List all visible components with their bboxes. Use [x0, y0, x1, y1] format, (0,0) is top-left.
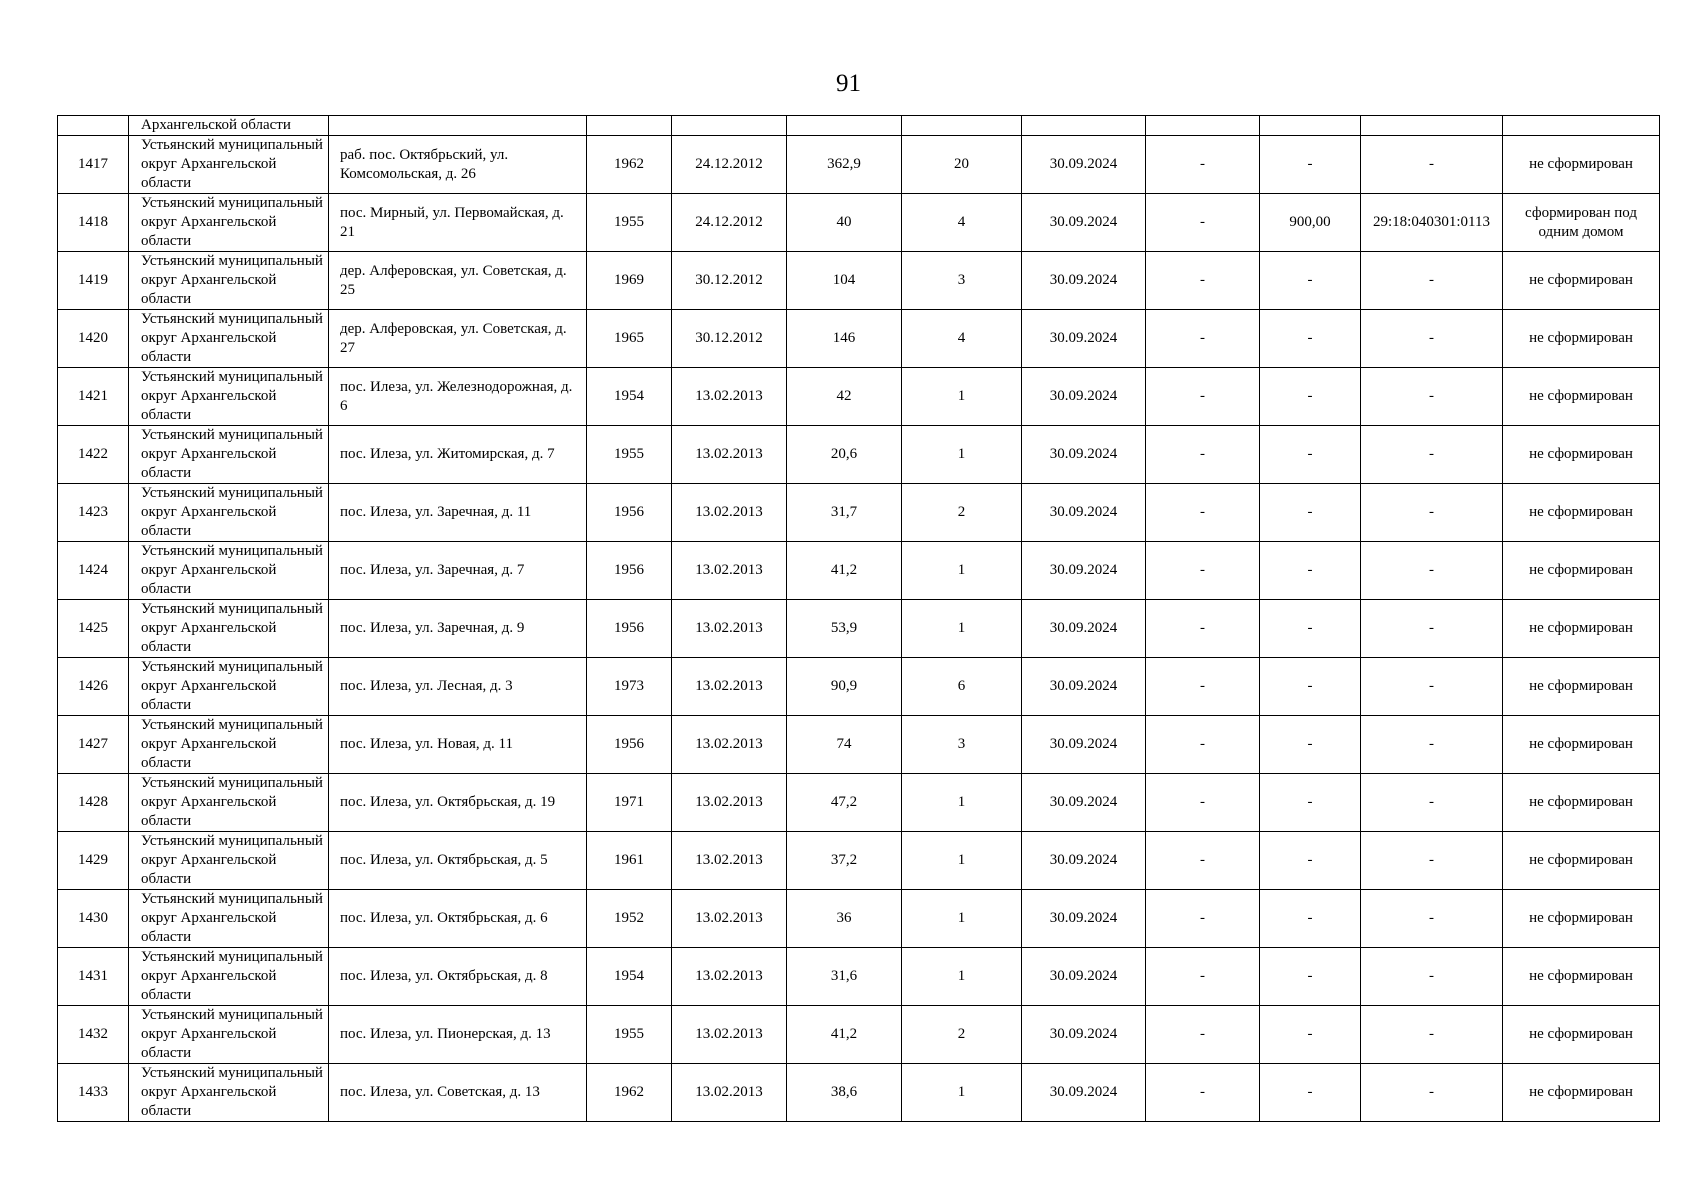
table-row [58, 136, 1660, 194]
cell-col9: - [1146, 136, 1260, 194]
cell-land-area: - [1260, 832, 1361, 890]
cell-municipality: Устьянский муниципальный округ Архангельской области [129, 368, 329, 426]
cell-land-area: - [1260, 136, 1361, 194]
cell-year: 1969 [587, 252, 672, 310]
cell-land-area [1260, 116, 1361, 136]
cell-year: 1965 [587, 310, 672, 368]
cell-cadastral: - [1361, 484, 1503, 542]
cell-residents: 2 [902, 484, 1022, 542]
cell-address: пос. Илеза, ул. Октябрьская, д. 5 [329, 832, 587, 890]
cell-municipality: Устьянский муниципальный округ Архангельской области [129, 310, 329, 368]
cell-deadline: 30.09.2024 [1022, 832, 1146, 890]
cell-area: 40 [787, 194, 902, 252]
cell-deadline: 30.09.2024 [1022, 426, 1146, 484]
cell-year: 1973 [587, 658, 672, 716]
cell-year: 1956 [587, 600, 672, 658]
cell-address: пос. Илеза, ул. Октябрьская, д. 6 [329, 890, 587, 948]
cell-area: 31,6 [787, 948, 902, 1006]
cell-date: 13.02.2013 [672, 774, 787, 832]
cell-land-area: - [1260, 890, 1361, 948]
cell-col9: - [1146, 890, 1260, 948]
cell-municipality: Устьянский муниципальный округ Архангельской области [129, 1064, 329, 1122]
cell-col9: - [1146, 484, 1260, 542]
cell-address: дер. Алферовская, ул. Советская, д. 27 [329, 310, 587, 368]
cell-deadline: 30.09.2024 [1022, 1064, 1146, 1122]
cell-address [329, 116, 587, 136]
cell-date: 30.12.2012 [672, 252, 787, 310]
cell-cadastral: - [1361, 658, 1503, 716]
cell-municipality: Устьянский муниципальный округ Архангельской области [129, 658, 329, 716]
cell-area: 42 [787, 368, 902, 426]
cell-status: не сформирован [1503, 1006, 1660, 1064]
cell-col9: - [1146, 252, 1260, 310]
cell-num: 1431 [58, 948, 129, 1006]
table-row [58, 774, 1660, 832]
cell-residents: 3 [902, 252, 1022, 310]
cell-municipality: Устьянский муниципальный округ Архангельской области [129, 774, 329, 832]
cell-col9: - [1146, 194, 1260, 252]
table-row [58, 252, 1660, 310]
cell-date: 13.02.2013 [672, 484, 787, 542]
cell-col9: - [1146, 716, 1260, 774]
cell-address: пос. Илеза, ул. Советская, д. 13 [329, 1064, 587, 1122]
cell-col9: - [1146, 1064, 1260, 1122]
cell-year: 1954 [587, 948, 672, 1006]
cell-date: 13.02.2013 [672, 832, 787, 890]
cell-municipality: Устьянский муниципальный округ Архангельской области [129, 136, 329, 194]
table-row [58, 600, 1660, 658]
cell-deadline: 30.09.2024 [1022, 716, 1146, 774]
cell-cadastral: - [1361, 1064, 1503, 1122]
cell-col9: - [1146, 658, 1260, 716]
cell-cadastral [1361, 116, 1503, 136]
table-row [58, 890, 1660, 948]
cell-cadastral: - [1361, 890, 1503, 948]
cell-status: сформирован под одним домом [1503, 194, 1660, 252]
cell-cadastral: - [1361, 600, 1503, 658]
cell-address: пос. Илеза, ул. Октябрьская, д. 8 [329, 948, 587, 1006]
cell-municipality: Устьянский муниципальный округ Архангельской области [129, 194, 329, 252]
cell-date: 13.02.2013 [672, 716, 787, 774]
cell-address: раб. пос. Октябрьский, ул. Комсомольская, д. 26 [329, 136, 587, 194]
cell-col9: - [1146, 310, 1260, 368]
cell-address: пос. Илеза, ул. Заречная, д. 7 [329, 542, 587, 600]
cell-num: 1420 [58, 310, 129, 368]
cell-municipality: Архангельской области [129, 116, 329, 136]
cell-num: 1427 [58, 716, 129, 774]
cell-num: 1433 [58, 1064, 129, 1122]
cell-date: 13.02.2013 [672, 1064, 787, 1122]
cell-status: не сформирован [1503, 484, 1660, 542]
table-row [58, 368, 1660, 426]
cell-deadline: 30.09.2024 [1022, 252, 1146, 310]
cell-date: 24.12.2012 [672, 136, 787, 194]
cell-status: не сформирован [1503, 716, 1660, 774]
cell-status: не сформирован [1503, 948, 1660, 1006]
cell-residents: 1 [902, 368, 1022, 426]
table-row [58, 948, 1660, 1006]
cell-land-area: - [1260, 1064, 1361, 1122]
cell-num: 1423 [58, 484, 129, 542]
cell-year: 1955 [587, 1006, 672, 1064]
cell-municipality: Устьянский муниципальный округ Архангельской области [129, 948, 329, 1006]
cell-residents: 4 [902, 194, 1022, 252]
cell-status [1503, 116, 1660, 136]
cell-num: 1418 [58, 194, 129, 252]
cell-num: 1422 [58, 426, 129, 484]
cell-area: 53,9 [787, 600, 902, 658]
cell-area: 41,2 [787, 542, 902, 600]
cell-deadline: 30.09.2024 [1022, 1006, 1146, 1064]
cell-date: 24.12.2012 [672, 194, 787, 252]
cell-area: 41,2 [787, 1006, 902, 1064]
cell-date: 13.02.2013 [672, 890, 787, 948]
cell-cadastral: - [1361, 948, 1503, 1006]
cell-date: 13.02.2013 [672, 658, 787, 716]
cell-residents: 3 [902, 716, 1022, 774]
cell-land-area: - [1260, 774, 1361, 832]
cell-address: дер. Алферовская, ул. Советская, д. 25 [329, 252, 587, 310]
cell-status: не сформирован [1503, 832, 1660, 890]
cell-col9 [1146, 116, 1260, 136]
cell-status: не сформирован [1503, 890, 1660, 948]
cell-deadline: 30.09.2024 [1022, 194, 1146, 252]
cell-municipality: Устьянский муниципальный округ Архангельской области [129, 890, 329, 948]
cell-deadline: 30.09.2024 [1022, 310, 1146, 368]
cell-deadline: 30.09.2024 [1022, 658, 1146, 716]
cell-address: пос. Илеза, ул. Житомирская, д. 7 [329, 426, 587, 484]
cell-land-area: - [1260, 252, 1361, 310]
cell-cadastral: - [1361, 542, 1503, 600]
cell-status: не сформирован [1503, 368, 1660, 426]
cell-date: 13.02.2013 [672, 600, 787, 658]
table-row [58, 194, 1660, 252]
cell-year: 1971 [587, 774, 672, 832]
cell-col9: - [1146, 426, 1260, 484]
cell-land-area: - [1260, 600, 1361, 658]
cell-residents: 1 [902, 600, 1022, 658]
table-row [58, 658, 1660, 716]
cell-land-area: - [1260, 310, 1361, 368]
cell-year [587, 116, 672, 136]
cell-col9: - [1146, 542, 1260, 600]
cell-address: пос. Илеза, ул. Заречная, д. 11 [329, 484, 587, 542]
cell-residents: 1 [902, 426, 1022, 484]
cell-cadastral: - [1361, 310, 1503, 368]
table-row [58, 832, 1660, 890]
cell-municipality: Устьянский муниципальный округ Архангельской области [129, 600, 329, 658]
cell-deadline: 30.09.2024 [1022, 600, 1146, 658]
cell-cadastral: - [1361, 716, 1503, 774]
cell-num: 1429 [58, 832, 129, 890]
cell-land-area: - [1260, 426, 1361, 484]
table-row-continued [58, 116, 1660, 136]
cell-area: 36 [787, 890, 902, 948]
cell-cadastral: - [1361, 832, 1503, 890]
cell-cadastral: - [1361, 136, 1503, 194]
cell-residents: 1 [902, 774, 1022, 832]
cell-col9: - [1146, 600, 1260, 658]
cell-area: 38,6 [787, 1064, 902, 1122]
cell-status: не сформирован [1503, 310, 1660, 368]
cell-cadastral: 29:18:040301:0113 [1361, 194, 1503, 252]
cell-deadline [1022, 116, 1146, 136]
cell-municipality: Устьянский муниципальный округ Архангельской области [129, 716, 329, 774]
cell-address: пос. Илеза, ул. Железнодорожная, д. 6 [329, 368, 587, 426]
cell-deadline: 30.09.2024 [1022, 484, 1146, 542]
cell-year: 1952 [587, 890, 672, 948]
cell-area: 31,7 [787, 484, 902, 542]
cell-land-area: - [1260, 658, 1361, 716]
cell-deadline: 30.09.2024 [1022, 890, 1146, 948]
cell-num: 1425 [58, 600, 129, 658]
cell-num: 1419 [58, 252, 129, 310]
cell-cadastral: - [1361, 1006, 1503, 1064]
cell-year: 1955 [587, 426, 672, 484]
cell-status: не сформирован [1503, 542, 1660, 600]
cell-year: 1954 [587, 368, 672, 426]
cell-num: 1417 [58, 136, 129, 194]
cell-year: 1955 [587, 194, 672, 252]
cell-status: не сформирован [1503, 600, 1660, 658]
cell-land-area: - [1260, 1006, 1361, 1064]
cell-residents: 1 [902, 542, 1022, 600]
cell-deadline: 30.09.2024 [1022, 368, 1146, 426]
cell-date: 13.02.2013 [672, 426, 787, 484]
cell-address: пос. Илеза, ул. Новая, д. 11 [329, 716, 587, 774]
cell-status: не сформирован [1503, 774, 1660, 832]
cell-area: 47,2 [787, 774, 902, 832]
cell-date: 13.02.2013 [672, 1006, 787, 1064]
cell-address: пос. Илеза, ул. Пионерская, д. 13 [329, 1006, 587, 1064]
cell-municipality: Устьянский муниципальный округ Архангельской области [129, 484, 329, 542]
table-row [58, 716, 1660, 774]
cell-land-area: - [1260, 542, 1361, 600]
cell-deadline: 30.09.2024 [1022, 948, 1146, 1006]
cell-num: 1432 [58, 1006, 129, 1064]
table-row [58, 1064, 1660, 1122]
cell-area: 37,2 [787, 832, 902, 890]
cell-year: 1961 [587, 832, 672, 890]
cell-num: 1421 [58, 368, 129, 426]
cell-residents: 1 [902, 948, 1022, 1006]
housing-register-table [57, 115, 1660, 1122]
cell-num [58, 116, 129, 136]
cell-land-area: - [1260, 948, 1361, 1006]
cell-municipality: Устьянский муниципальный округ Архангельской области [129, 252, 329, 310]
cell-date: 13.02.2013 [672, 948, 787, 1006]
cell-area: 20,6 [787, 426, 902, 484]
cell-col9: - [1146, 1006, 1260, 1064]
cell-year: 1962 [587, 1064, 672, 1122]
cell-deadline: 30.09.2024 [1022, 774, 1146, 832]
cell-residents: 2 [902, 1006, 1022, 1064]
cell-address: пос. Мирный, ул. Первомайская, д. 21 [329, 194, 587, 252]
cell-num: 1424 [58, 542, 129, 600]
cell-date: 13.02.2013 [672, 542, 787, 600]
cell-municipality: Устьянский муниципальный округ Архангельской области [129, 1006, 329, 1064]
cell-area: 362,9 [787, 136, 902, 194]
cell-cadastral: - [1361, 368, 1503, 426]
cell-col9: - [1146, 948, 1260, 1006]
cell-col9: - [1146, 368, 1260, 426]
cell-municipality: Устьянский муниципальный округ Архангельской области [129, 542, 329, 600]
cell-address: пос. Илеза, ул. Заречная, д. 9 [329, 600, 587, 658]
cell-address: пос. Илеза, ул. Лесная, д. 3 [329, 658, 587, 716]
cell-num: 1428 [58, 774, 129, 832]
cell-area [787, 116, 902, 136]
table-row [58, 1006, 1660, 1064]
cell-land-area: - [1260, 716, 1361, 774]
cell-residents: 1 [902, 832, 1022, 890]
cell-land-area: - [1260, 484, 1361, 542]
cell-date: 30.12.2012 [672, 310, 787, 368]
cell-year: 1956 [587, 542, 672, 600]
cell-col9: - [1146, 832, 1260, 890]
cell-status: не сформирован [1503, 1064, 1660, 1122]
table-row [58, 484, 1660, 542]
cell-deadline: 30.09.2024 [1022, 542, 1146, 600]
cell-status: не сформирован [1503, 426, 1660, 484]
cell-residents: 20 [902, 136, 1022, 194]
cell-status: не сформирован [1503, 136, 1660, 194]
cell-address: пос. Илеза, ул. Октябрьская, д. 19 [329, 774, 587, 832]
cell-year: 1956 [587, 716, 672, 774]
cell-municipality: Устьянский муниципальный округ Архангельской области [129, 426, 329, 484]
cell-cadastral: - [1361, 774, 1503, 832]
page-number: 91 [836, 70, 861, 97]
cell-residents: 1 [902, 1064, 1022, 1122]
table-row [58, 310, 1660, 368]
cell-area: 146 [787, 310, 902, 368]
cell-land-area: - [1260, 368, 1361, 426]
cell-year: 1956 [587, 484, 672, 542]
cell-year: 1962 [587, 136, 672, 194]
cell-num: 1426 [58, 658, 129, 716]
cell-cadastral: - [1361, 252, 1503, 310]
cell-residents [902, 116, 1022, 136]
cell-date: 13.02.2013 [672, 368, 787, 426]
cell-status: не сформирован [1503, 252, 1660, 310]
cell-residents: 1 [902, 890, 1022, 948]
cell-num: 1430 [58, 890, 129, 948]
cell-status: не сформирован [1503, 658, 1660, 716]
cell-residents: 6 [902, 658, 1022, 716]
cell-municipality: Устьянский муниципальный округ Архангельской области [129, 832, 329, 890]
cell-date [672, 116, 787, 136]
cell-cadastral: - [1361, 426, 1503, 484]
cell-deadline: 30.09.2024 [1022, 136, 1146, 194]
cell-land-area: 900,00 [1260, 194, 1361, 252]
table-row [58, 542, 1660, 600]
cell-area: 104 [787, 252, 902, 310]
cell-area: 90,9 [787, 658, 902, 716]
cell-residents: 4 [902, 310, 1022, 368]
table-row [58, 426, 1660, 484]
cell-col9: - [1146, 774, 1260, 832]
cell-area: 74 [787, 716, 902, 774]
